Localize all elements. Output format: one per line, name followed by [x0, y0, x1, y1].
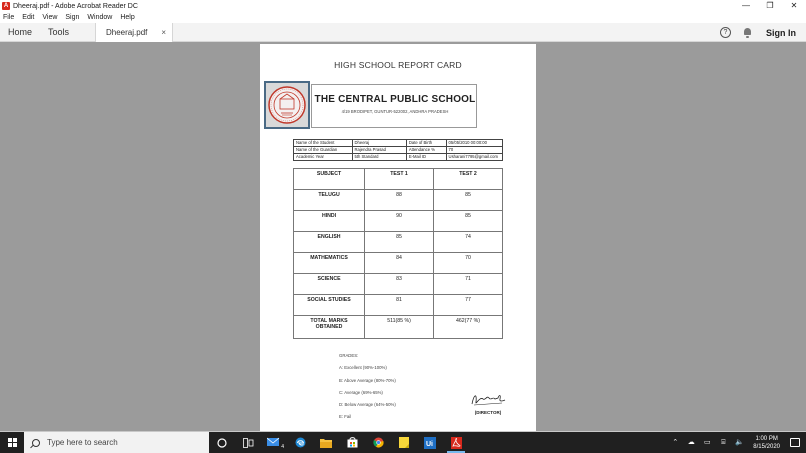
table-row [294, 295, 503, 316]
uipath-icon[interactable] [417, 432, 443, 453]
info-label: Attendance % [406, 147, 446, 154]
table-row [294, 253, 503, 274]
total-label-line1: TOTAL MARKS [310, 318, 348, 324]
chevron-up-icon[interactable]: ⌃ [672, 438, 679, 446]
menu-bar [0, 12, 806, 23]
system-tray [667, 432, 806, 453]
document-viewer[interactable] [0, 42, 806, 431]
info-label: Name of the Guardian [294, 147, 353, 154]
test2-cell: 70 [434, 253, 503, 274]
close-button[interactable]: ✕ [790, 1, 798, 10]
notifications-icon[interactable] [790, 438, 800, 447]
table-row [294, 274, 503, 295]
info-value: Dheeraj [352, 140, 406, 147]
info-row [294, 140, 503, 147]
subject-cell: HINDI [294, 211, 365, 232]
menu-sign[interactable]: Sign [65, 14, 80, 21]
task-view-icon[interactable] [235, 432, 261, 453]
menu-window[interactable]: Window [87, 14, 113, 21]
test1-cell: 88 [365, 190, 434, 211]
table-row [294, 232, 503, 253]
menu-view[interactable]: View [42, 14, 58, 21]
tab-document-label: Dheeraj.pdf [106, 28, 148, 37]
info-label: E-Mail ID [406, 154, 446, 161]
tab-tools[interactable]: Tools [48, 26, 70, 37]
info-label: Date of Birth [406, 140, 446, 147]
menu-help[interactable]: Help [120, 14, 135, 21]
subject-cell: SCIENCE [294, 274, 365, 295]
total-test2-cell: 462(77 %) [434, 316, 503, 339]
menu-file[interactable]: File [3, 14, 15, 21]
menu-edit[interactable]: Edit [22, 14, 35, 21]
clock-date: 8/15/2020 [753, 443, 780, 450]
test1-cell: 83 [365, 274, 434, 295]
marks-table [293, 168, 503, 339]
edge-icon[interactable] [287, 432, 313, 453]
test1-cell: 85 [365, 232, 434, 253]
table-row [294, 211, 503, 232]
info-value: Usharani7795@gmail.com [446, 154, 502, 161]
marks-header-row [294, 169, 503, 190]
sign-in-button[interactable]: Sign In [766, 27, 796, 38]
tab-close-button[interactable]: × [161, 28, 166, 37]
info-value: 5th Standard [352, 154, 406, 161]
total-label-cell [294, 316, 365, 339]
file-explorer-icon[interactable] [313, 432, 339, 453]
subject-cell: MATHEMATICS [294, 253, 365, 274]
table-row [294, 190, 503, 211]
grade-item: B: Above Average (80%-70%) [339, 377, 396, 383]
director-label: (DIRECTOR) [474, 410, 502, 415]
mail-badge: 4 [281, 444, 284, 450]
start-button[interactable] [0, 432, 24, 453]
network-icon[interactable]: ⌸ [721, 438, 726, 446]
sticky-notes-icon[interactable] [391, 432, 417, 453]
school-name: THE CENTRAL PUBLIC SCHOOL [314, 94, 476, 105]
taskbar-apps [209, 432, 469, 453]
total-test1-cell: 511(85 %) [365, 316, 434, 339]
toolbar-right [720, 23, 796, 42]
clock[interactable] [753, 435, 780, 451]
test2-cell: 85 [434, 190, 503, 211]
window-title: Dheeraj.pdf - Adobe Acrobat Reader DC [13, 2, 138, 10]
test2-cell: 85 [434, 211, 503, 232]
school-header [311, 84, 477, 128]
tab-home[interactable]: Home [8, 26, 33, 37]
minimize-button[interactable]: — [742, 1, 750, 10]
test1-cell: 81 [365, 295, 434, 316]
col-subject: SUBJECT [294, 169, 365, 190]
mail-icon[interactable] [261, 432, 287, 453]
battery-icon[interactable]: ▭ [703, 438, 711, 446]
window-controls [734, 0, 806, 12]
info-label: Name of the Student [294, 140, 353, 147]
info-row [294, 147, 503, 154]
subject-cell: TELUGU [294, 190, 365, 211]
volume-icon[interactable]: 🔈 [734, 438, 744, 446]
tab-bar [0, 23, 806, 42]
col-test2: TEST 2 [434, 169, 503, 190]
maximize-button[interactable]: ❐ [766, 1, 774, 10]
info-value: Rajendra Prasad [352, 147, 406, 154]
test1-cell: 84 [365, 253, 434, 274]
total-row [294, 316, 503, 339]
search-placeholder: Type here to search [47, 438, 118, 447]
chrome-icon[interactable] [365, 432, 391, 453]
info-value: 70 [446, 147, 502, 154]
grade-item: E: Fail [339, 414, 352, 420]
acrobat-reader-icon[interactable] [443, 432, 469, 453]
taskbar-search[interactable] [24, 432, 209, 453]
col-test1: TEST 1 [365, 169, 434, 190]
svg-text:Ui: Ui [426, 440, 433, 448]
total-label-line2: OBTAINED [315, 324, 343, 330]
onedrive-icon[interactable]: ☁ [687, 438, 695, 446]
acrobat-app-icon: A [3, 3, 9, 9]
help-icon[interactable]: ? [720, 27, 731, 38]
school-address: 4/19 BRODIPET, GUNTUR-522002, ANDHRA PRADESH [341, 109, 449, 114]
director-signature [468, 390, 508, 408]
test2-cell: 74 [434, 232, 503, 253]
info-label: Academic Year [294, 154, 353, 161]
info-value: 05/05/2010 00:00:00 [446, 140, 502, 147]
school-seal-icon [267, 85, 307, 125]
info-row [294, 154, 503, 161]
subject-cell: ENGLISH [294, 232, 365, 253]
title-bar [0, 0, 806, 12]
cortana-icon[interactable] [209, 432, 235, 453]
subject-cell: SOCIAL STUDIES [294, 295, 365, 316]
grades-legend [339, 353, 396, 427]
clock-time: 1:00 PM [755, 435, 778, 442]
search-icon [32, 439, 40, 447]
bell-icon[interactable] [743, 28, 752, 38]
report-card-title: HIGH SCHOOL REPORT CARD [334, 60, 462, 70]
test2-cell: 71 [434, 274, 503, 295]
grade-item: C: Average (69%-65%) [339, 389, 383, 395]
grade-item: D: Below Average (64%-50%) [339, 402, 396, 408]
tab-document[interactable] [95, 23, 173, 42]
store-icon[interactable] [339, 432, 365, 453]
test1-cell: 90 [365, 211, 434, 232]
grades-title: GRADES: [339, 353, 359, 358]
student-info-table [293, 139, 503, 161]
pdf-page [260, 44, 536, 431]
test2-cell: 77 [434, 295, 503, 316]
school-logo [264, 81, 310, 129]
windows-logo-icon [8, 438, 17, 447]
grade-item: A: Excellent (90%-100%) [339, 365, 387, 371]
